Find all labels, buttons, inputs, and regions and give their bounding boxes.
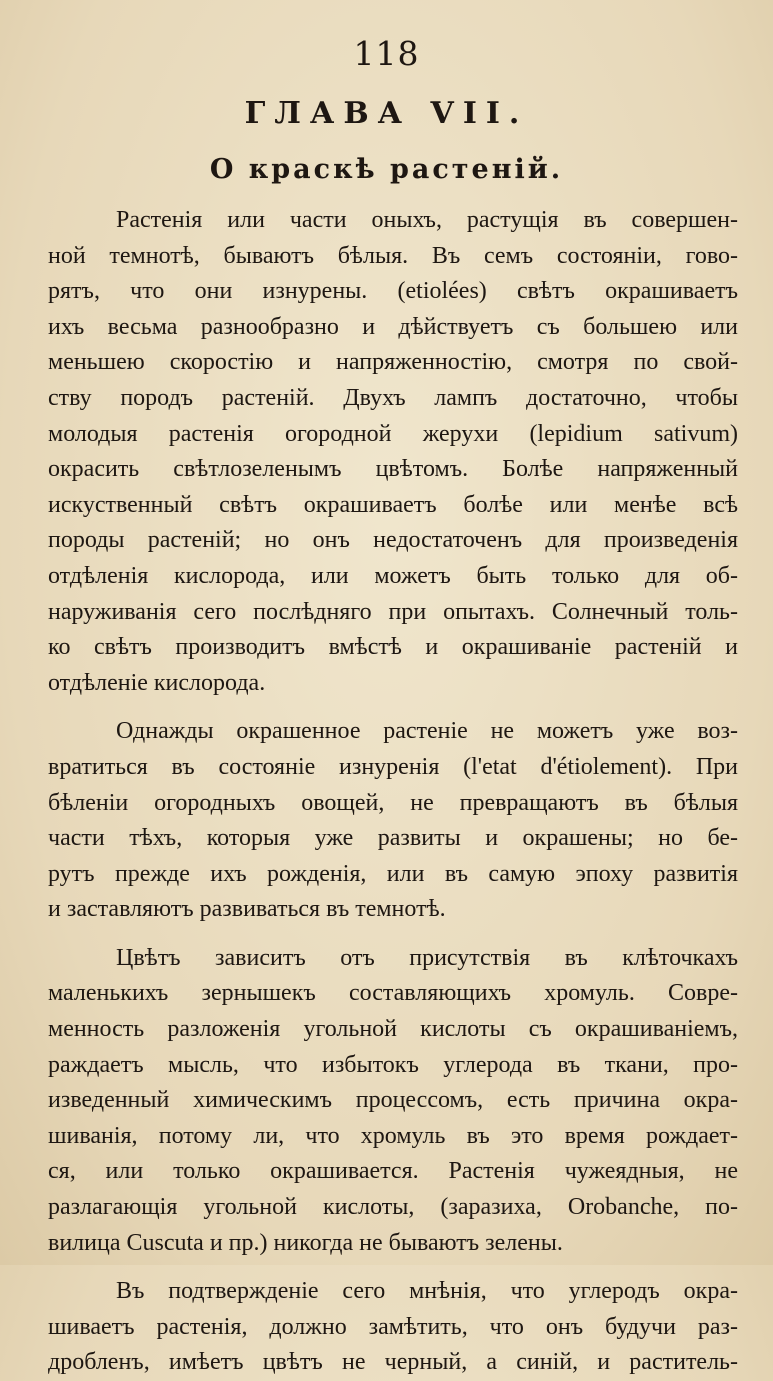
text-line: шиваетъ растенiя, должно замѣтить, что онъ будучи раз- (48, 1313, 738, 1340)
text-line: и заставляютъ развиваться въ темнотѣ. (48, 896, 446, 923)
paragraph (48, 1274, 738, 1381)
text-line: маленькихъ зернышекъ составляющихъ хромуль. Совре- (48, 980, 738, 1007)
text-line: части тѣхъ, которыя уже развиты и окрашены; но бе- (48, 825, 738, 852)
paragraph-gap (48, 928, 738, 941)
paragraph-gap (48, 1261, 738, 1274)
text-line: породы растенiй; но онъ недостаточенъ для произведенiя (48, 527, 738, 554)
text-line: молодыя растенiя огородной жерухи (lepidium sativum) (48, 420, 738, 447)
chapter-title: ГЛАВА VII. (244, 96, 529, 131)
text-line: ству породъ растенiй. Двухъ лампъ достаточно, чтобы (48, 384, 738, 411)
text-line: вилица Cuscuta и пр.) никогда не бываютъ зелены. (48, 1229, 563, 1256)
text-line: вратиться въ состоянiе изнуренiя (l'etat d'étiolement). При (48, 753, 738, 780)
text-line: ной темнотѣ, бываютъ бѣлыя. Въ семъ состоянiи, гово- (48, 242, 738, 269)
text-line: Однажды окрашенное растенiе не можетъ уже воз- (116, 718, 738, 745)
text-line: Въ подтвержденiе сего мнѣнiя, что углеродъ окра- (116, 1278, 738, 1305)
text-line: рутъ прежде ихъ рожденiя, или въ самую эпоху развитiя (48, 860, 738, 887)
text-line: дробленъ, имѣетъ цвѣтъ не черный, а синiй, и раститель- (48, 1349, 738, 1376)
text-line: ко свѣтъ производитъ вмѣстѣ и окрашиванiе растенiй и (48, 634, 738, 661)
text-line: рятъ, что они изнурены. (etiolées) свѣтъ окрашиваетъ (48, 278, 738, 305)
text-line: раждаетъ мысль, что избытокъ углерода въ ткани, про- (48, 1051, 738, 1078)
text-line: Цвѣтъ зависитъ отъ присутствiя въ клѣточкахъ (116, 944, 738, 971)
page-number: 118 (353, 34, 420, 73)
paragraph-gap (48, 701, 738, 714)
text-line: наруживанiя сего послѣдняго при опытахъ. Солнечный толь- (48, 598, 738, 625)
paragraph (48, 941, 738, 1261)
text-line: шиванiя, потому ли, что хромуль въ это время рождает- (48, 1122, 738, 1149)
text-line: разлагающiя угольной кислоты, (заразиха, Orobanche, по- (48, 1194, 738, 1221)
text-line: ся, или только окрашивается. Растенiя чужеядныя, не (48, 1158, 738, 1185)
section-title: О краскѣ растенiй. (209, 154, 564, 185)
text-line: менность разложенiя угольной кислоты съ окрашиванiемъ, (48, 1016, 738, 1043)
text-line: Растенiя или части оныхъ, растущiя въ совершен- (116, 207, 738, 233)
body-text (48, 203, 738, 1381)
text-line: отдѣленiя кислорода, или можетъ быть только для об- (48, 562, 738, 589)
paragraph (48, 714, 738, 928)
text-line: искуственный свѣтъ окрашиваетъ болѣе или менѣе всѣ (48, 491, 738, 518)
text-line: окрасить свѣтлозеленымъ цвѣтомъ. Болѣе напряженный (48, 456, 738, 483)
text-line: отдѣленiе кислорода. (48, 669, 266, 696)
text-line: бѣленiи огородныхъ овощей, не превращаютъ въ бѣлыя (48, 789, 738, 816)
paragraph (48, 203, 738, 701)
text-line: меньшею скоростiю и напряженностiю, смотря по свой- (48, 349, 738, 376)
text-line: изведенный химическимъ процессомъ, есть причина окра- (48, 1087, 738, 1114)
text-line: ихъ весьма разнообразно и дѣйствуетъ съ большею или (48, 313, 738, 340)
